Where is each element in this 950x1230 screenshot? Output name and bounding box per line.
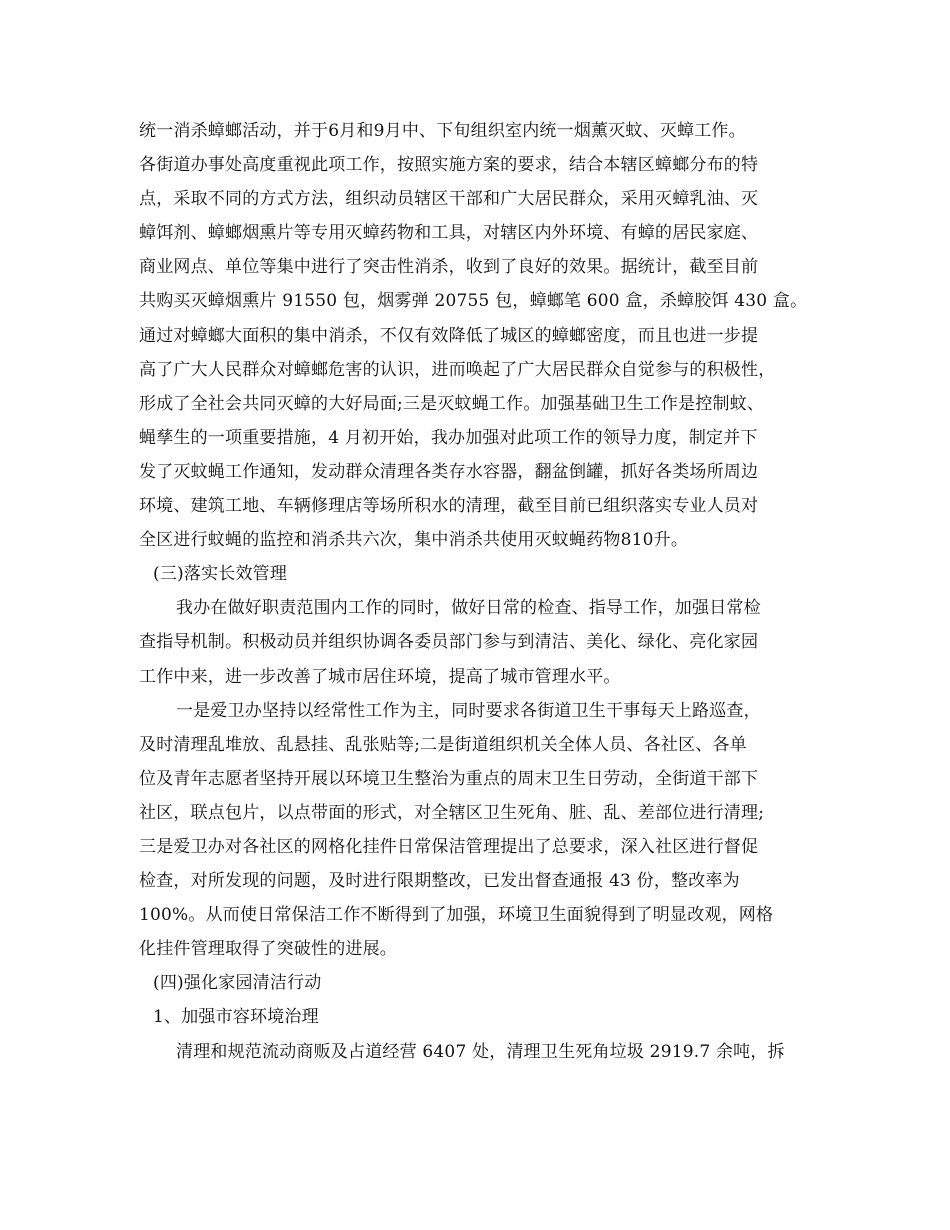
- text-line: 全区进行蚊蝇的监控和消杀共六次，集中消杀共使用灭蚊蝇药物810升。: [139, 530, 689, 551]
- subsection-heading: 1、加强市容环境治理: [153, 1007, 319, 1028]
- text-line: 高了广大人民群众对蟑螂危害的认识，进而唤起了广大居民群众自觉参与的积极性，: [139, 359, 776, 380]
- paragraph-first-line: 一是爱卫办坚持以经常性工作为主，同时要求各街道卫生干事每天上路巡查，: [176, 700, 761, 721]
- section-heading: (三)落实长效管理: [153, 564, 288, 585]
- text-line: 统一消杀蟑螂活动，并于6月和9月中、下旬组织室内统一烟薰灭蚊、灭蟑工作。: [139, 121, 746, 141]
- text-line: 社区，联点包片，以点带面的形式，对全辖区卫生死角、脏、乱、差部位进行清理;: [139, 802, 765, 823]
- text-line: 查指导机制。积极动员并组织协调各委员部门参与到清洁、美化、绿化、亮化家园: [139, 632, 759, 653]
- text-line: 共购买灭蟑烟熏片 91550 包，烟雾弹 20755 包，蟑螂笔 600 盒，杀蟑胶饵 430 盒。: [139, 291, 808, 312]
- document-body: [139, 114, 829, 1069]
- text-line: 商业网点、单位等集中进行了突击性消杀，收到了良好的效果。据统计，截至目前: [139, 257, 759, 278]
- text-line: 100%。从而使日常保洁工作不断得到了加强，环境卫生面貌得到了明显改观，网格: [139, 905, 774, 926]
- text-line: 三是爱卫办对各社区的网格化挂件日常保洁管理提出了总要求，深入社区进行督促: [139, 836, 759, 857]
- paragraph-first-line: 清理和规范流动商贩及占道经营 6407 处，清理卫生死角垃圾 2919.7 余吨，拆: [176, 1041, 785, 1062]
- text-line: 发了灭蚊蝇工作通知，发动群众清理各类存水容器，翻盆倒罐，抓好各类场所周边: [139, 461, 759, 482]
- text-line: 及时清理乱堆放、乱悬挂、乱张贴等;二是街道组织机关全体人员、各社区、各单: [139, 734, 747, 755]
- text-line: 工作中来，进一步改善了城市居住环境，提高了城市管理水平。: [139, 666, 621, 687]
- text-line: 通过对蟑螂大面积的集中消杀，不仅有效降低了城区的蟑螂密度，而且也进一步提: [139, 325, 759, 346]
- text-line: 各街道办事处高度重视此项工作，按照实施方案的要求，结合本辖区蟑螂分布的特: [139, 155, 759, 176]
- paragraph-first-line: 我办在做好职责范围内工作的同时，做好日常的检查、指导工作，加强日常检: [176, 598, 761, 619]
- text-line: 蟑饵剂、蟑螂烟熏片等专用灭蟑药物和工具，对辖区内外环境、有蟑的居民家庭、: [139, 223, 759, 244]
- text-line: 检查，对所发现的问题，及时进行限期整改，已发出督查通报 43 份，整改率为: [139, 871, 740, 892]
- text-line: 蝇孳生的一项重要措施，4 月初开始，我办加强对此项工作的领导力度，制定并下: [139, 427, 758, 448]
- section-heading: (四)强化家园清洁行动: [153, 973, 322, 994]
- text-line: 化挂件管理取得了突破性的进展。: [139, 939, 397, 960]
- text-line: 点，采取不同的方式方法，组织动员辖区干部和广大居民群众，采用灭蟑乳油、灭: [139, 189, 759, 210]
- text-line: 形成了全社会共同灭蟑的大好局面;三是灭蚊蝇工作。加强基础卫生工作是控制蚊、: [139, 393, 765, 414]
- text-line: 环境、建筑工地、车辆修理店等场所积水的清理，截至目前已组织落实专业人员对: [139, 496, 759, 517]
- text-line: 位及青年志愿者坚持开展以环境卫生整治为重点的周末卫生日劳动，全街道干部下: [139, 768, 759, 789]
